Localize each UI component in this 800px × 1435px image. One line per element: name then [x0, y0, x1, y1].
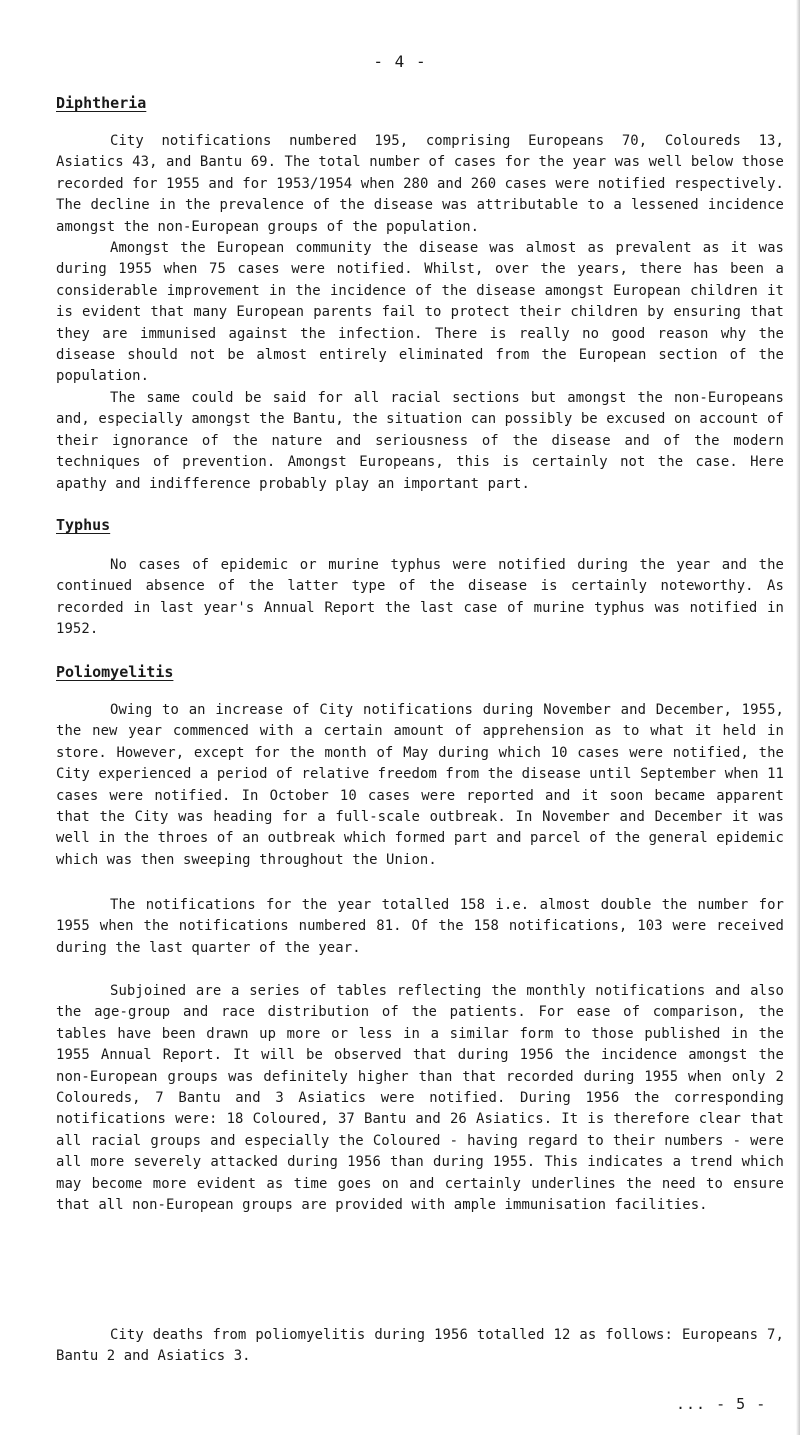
poliomyelitis-paragraph-3: Subjoined are a series of tables reflecting the monthly notifications and also the age-group and race distribution of the patients. For ease of comparison, the tables have been drawn up more or less in a similar form to those published in the 1955 Annual Report. It will be observed that during 1956 the incidence amongst the non-European groups was definitely higher than that recorded during 1955 when only 2 Coloureds, 7 Bantu and 3 Asiatics were notified. During 1956 the corresponding notifications were: 18 Coloured, 37 Bantu and 26 Asiatics. It is therefore clear that all racial groups and especially the Coloured - having regard to their numbers - were all more severely attacked during 1956 than during 1955. This indicates a trend which may become more evident as time goes on and certainly underlines the need to ensure that all non-European groups are provided with ample immunisation facilities.	[56, 983, 784, 1214]
poliomyelitis-paragraph-1: Owing to an increase of City notifications during November and December, 1955, the new year commenced with a certain amount of apprehension as to what it held in store. However, except for the month of May during which 10 cases were notified, the City experienced a period of relative freedom from the disease until September when 11 cases were notified. In October 10 cases were reported and it soon became apparent that the City was heading for a full-scale outbreak. In November and December it was well in the throes of an outbreak which formed part and parcel of the general epidemic which was then sweeping throughout the Union.	[56, 702, 784, 868]
poliomyelitis-paragraph-2: The notifications for the year totalled 158 i.e. almost double the number for 1955 when the notifications numbered 81. Of the 158 notifications, 103 were received during the last quarter of the year.	[56, 897, 784, 956]
page-number: - 4 -	[373, 52, 427, 71]
section-heading-typhus: Typhus	[56, 516, 111, 534]
diphtheria-paragraph-2: Amongst the European community the disease was almost as prevalent as it was during 1955 when 75 cases were notified. Whilst, over the years, there has been a considerable improvement in the incidence of the disease amongst European children it is evident that many European parents fail to protect their children by ensuring that they are immunised against the infection. There is really no good reason why the disease should not be almost entirely eliminated from the European section of the population.	[56, 240, 784, 385]
typhus-paragraph-1: No cases of epidemic or murine typhus were notified during the year and the continued absence of the latter type of the disease is certainly noteworthy. As recorded in last year's Annual Report the last case of murine typhus was notified in 1952.	[56, 557, 784, 638]
section-heading-poliomyelitis: Poliomyelitis	[56, 663, 174, 681]
page-edge-shadow	[796, 0, 800, 1435]
diphtheria-paragraph-1: City notifications numbered 195, comprising Europeans 70, Coloureds 13, Asiatics 43, and Bantu 69. The total number of cases for the year was well below those recorded for 1955 and for 1953/1954 when 280 and 260 cases were notified respectively. The decline in the prevalence of the disease was attributable to a lessened incidence amongst the non-European groups of the population.	[56, 133, 784, 235]
diphtheria-paragraph-3: The same could be said for all racial sections but amongst the non-Europeans and, especially amongst the Bantu, the situation can possibly be excused on account of their ignorance of the nature and seriousness of the disease and of the modern techniques of prevention. Amongst Europeans, this is certainly not the case. Here apathy and indifference probably play an important part.	[56, 390, 784, 492]
section-heading-diphtheria: Diphtheria	[56, 94, 147, 112]
continuation-marker: ... - 5 -	[676, 1395, 767, 1413]
poliomyelitis-paragraph-4: City deaths from poliomyelitis during 1956 totalled 12 as follows: Europeans 7, Bantu 2 and Asiatics 3.	[56, 1327, 784, 1365]
